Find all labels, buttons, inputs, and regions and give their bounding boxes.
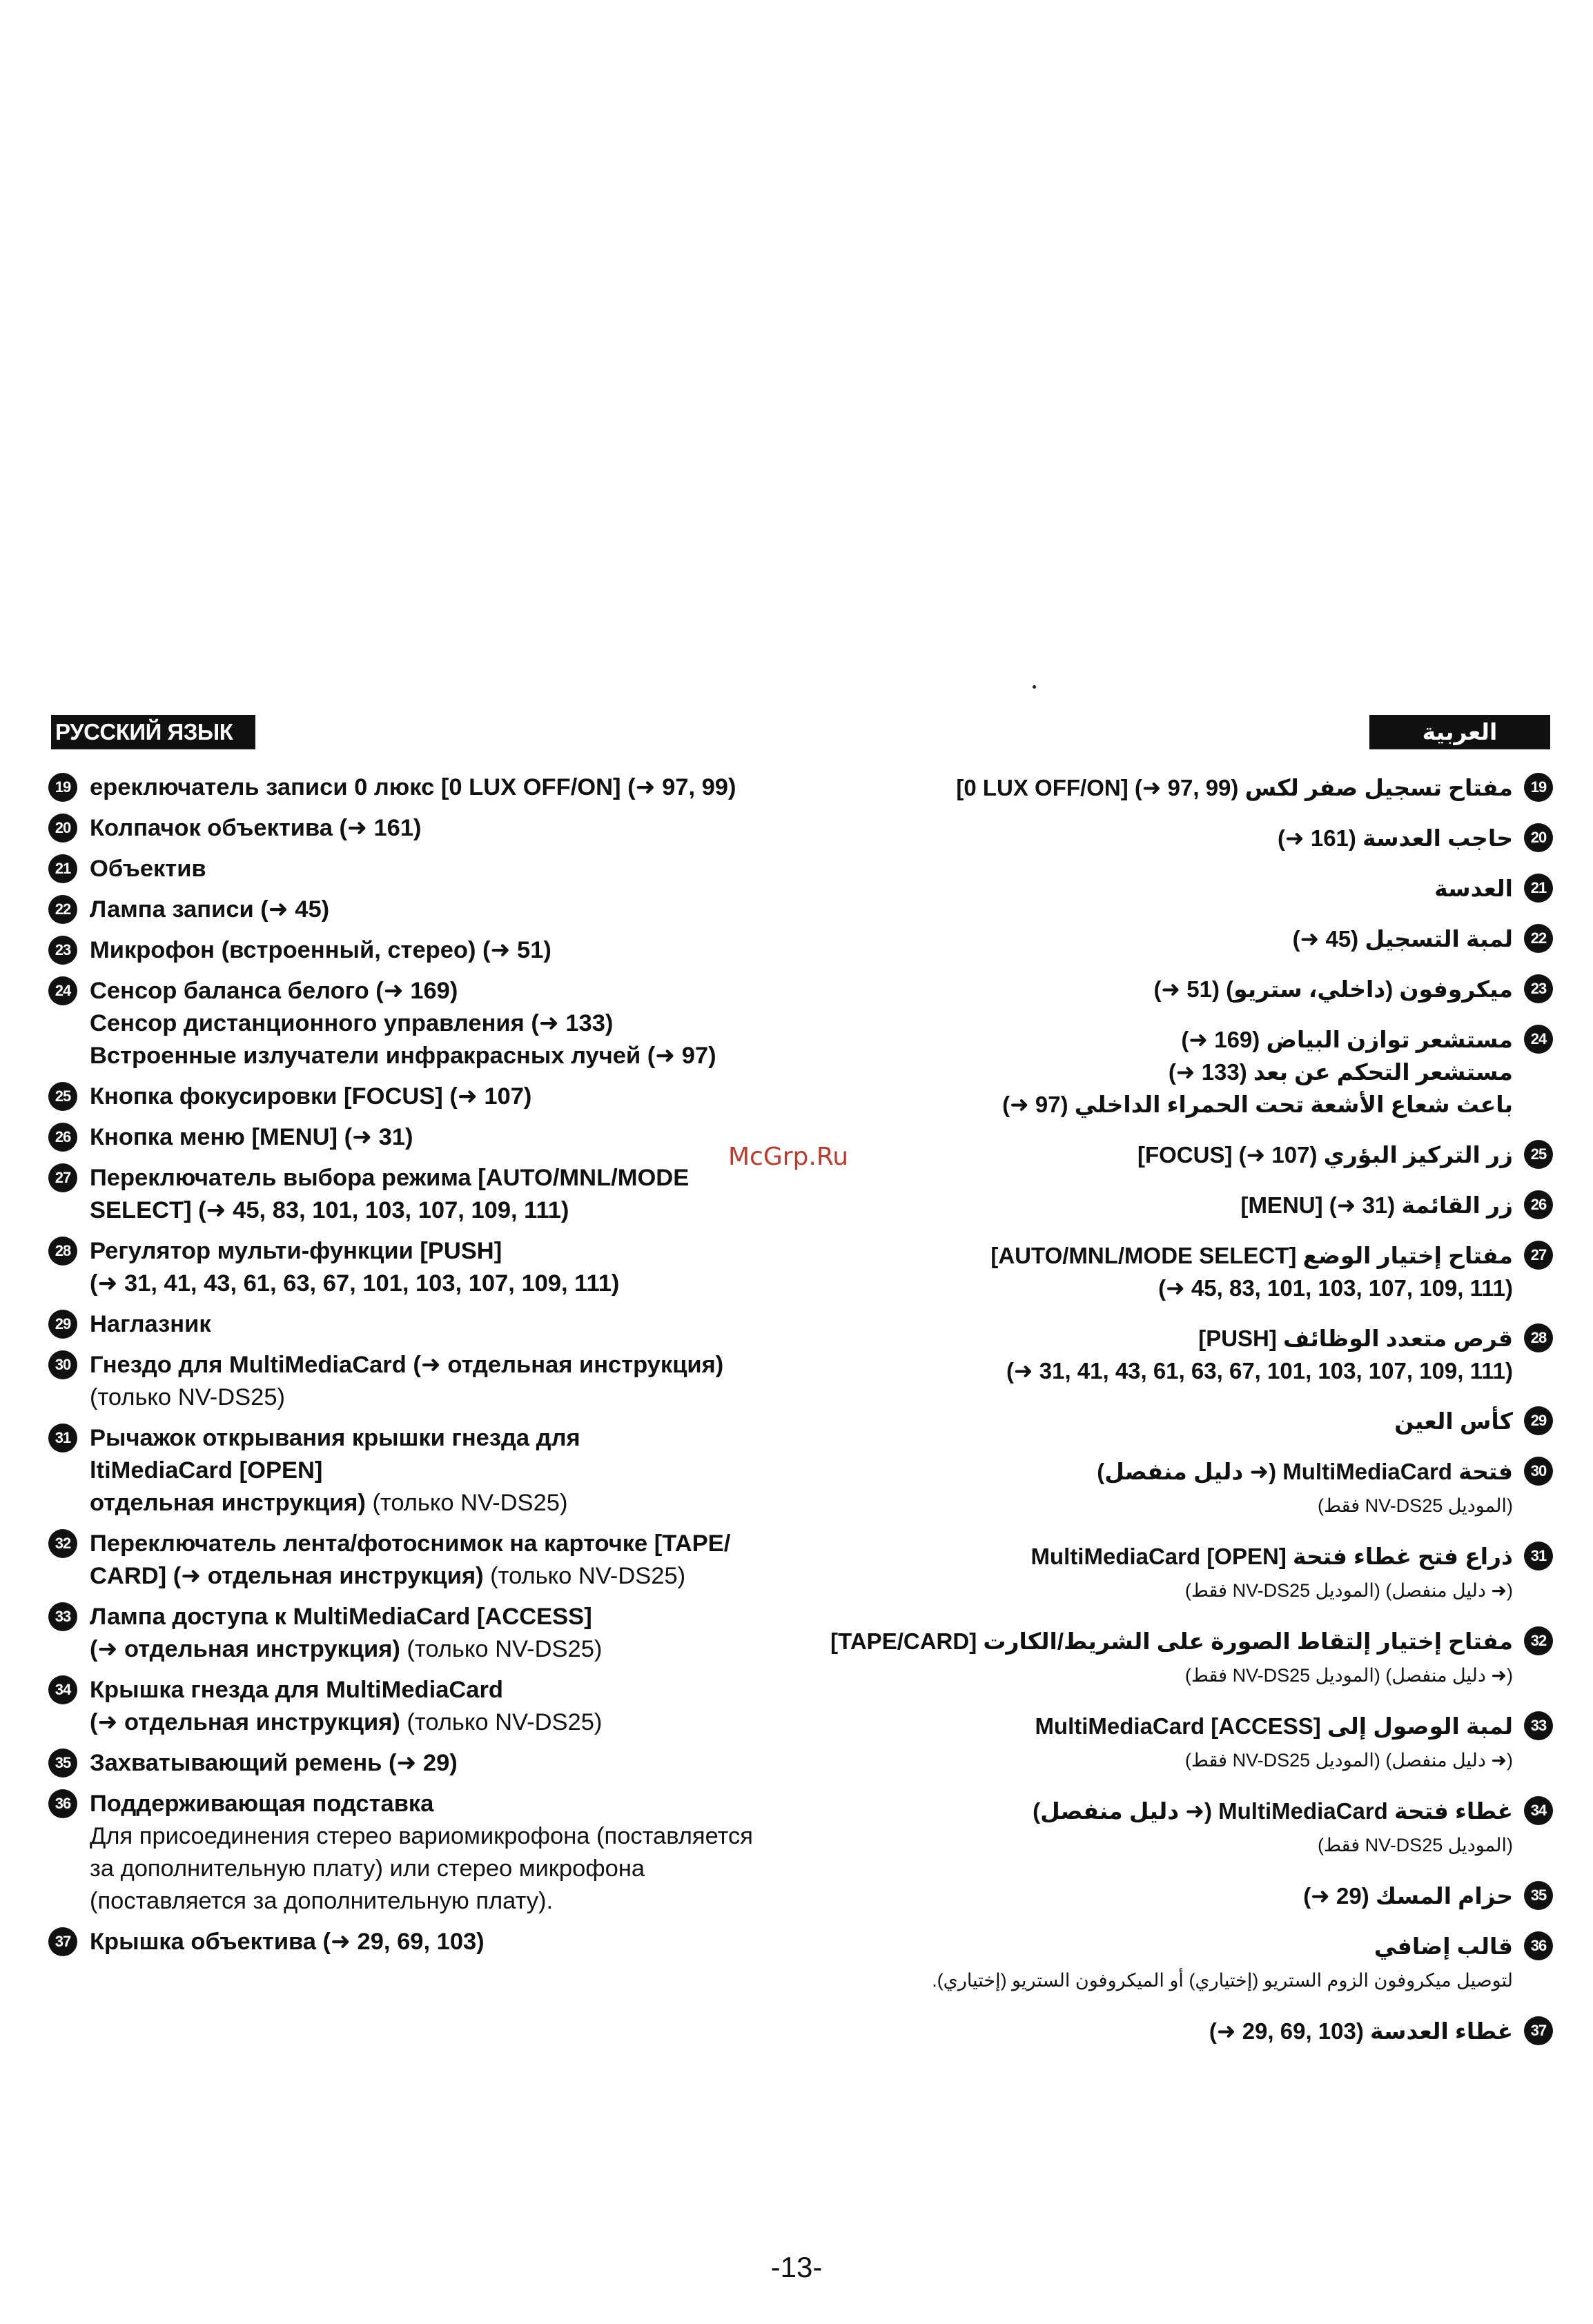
ru-item-line — [90, 1268, 863, 1300]
ar-item-text: غطاء فتحة — [1394, 1798, 1513, 1824]
ar-item-reference: MultiMediaCard — [1282, 1459, 1452, 1484]
scan-speck — [1033, 685, 1036, 689]
item-number-badge: 22 — [48, 895, 77, 924]
ru-list-item — [48, 853, 863, 885]
russian-parts-list — [48, 771, 863, 1967]
ar-item-line — [821, 1540, 1513, 1573]
ar-item-text: زر التركيز البؤري — [1323, 1142, 1513, 1168]
ar-item-line — [821, 1189, 1513, 1221]
ru-item-bold-text: Переключатель лента/фотоснимок на карточке [TAPE/ — [90, 1530, 731, 1557]
ru-item-bold-text: Встроенные излучатели инфракрасных лучей (➜ 97) — [90, 1043, 716, 1069]
item-number-badge: 27 — [1524, 1241, 1553, 1270]
ru-list-item — [48, 894, 863, 926]
ru-item-line — [90, 1381, 863, 1414]
item-number-badge: 32 — [48, 1529, 77, 1558]
ru-item-line — [90, 975, 863, 1007]
ar-list-item — [821, 1322, 1553, 1387]
ru-item-bold-text: ltiMediaCard [OPEN] — [90, 1457, 323, 1484]
ar-item-line — [821, 1355, 1513, 1387]
ar-item-line — [821, 1023, 1513, 1056]
ru-item-regular-text: (только NV-DS25) — [400, 1709, 603, 1735]
ru-item-bold-text: Регулятор мульти-функции [PUSH] — [90, 1238, 502, 1264]
item-number-badge: 33 — [1524, 1711, 1553, 1740]
ru-item-line — [90, 1487, 863, 1519]
ru-item-bold-text: Лампа доступа к MultiMediaCard [ACCESS] — [90, 1604, 592, 1630]
ru-item-line — [90, 1422, 863, 1455]
ar-item-reference: (➜ 169) — [1181, 1027, 1260, 1052]
ar-item-line — [821, 1488, 1513, 1522]
ar-item-reference: (➜ 161) — [1278, 825, 1356, 851]
ru-list-item — [48, 1788, 863, 1918]
ru-item-bold-text: Наглазник — [90, 1311, 211, 1337]
ar-item-text: قرص متعدد الوظائف — [1283, 1326, 1513, 1351]
ar-item-reference: [MENU] (➜ 31) — [1240, 1192, 1396, 1218]
ar-item-text: ذراع فتح غطاء فتحة — [1293, 1544, 1513, 1569]
ar-item-line — [821, 1880, 1513, 1912]
watermark: McGrp.Ru — [728, 1143, 849, 1171]
ru-item-regular-text: Для присоединения стерео вариомикрофона (поставляется — [90, 1823, 753, 1849]
ru-item-bold-text: Сенсор дистанционного управления (➜ 133) — [90, 1010, 614, 1036]
ar-item-reference: MultiMediaCard [ACCESS] — [1035, 1713, 1321, 1739]
ar-item-text: زر القائمة — [1401, 1192, 1513, 1218]
ar-list-item — [821, 1239, 1553, 1304]
ru-list-item — [48, 1422, 863, 1519]
ru-item-line — [90, 812, 863, 845]
ru-item-bold-text: (➜ отдельная инструкция) — [90, 1709, 400, 1735]
ru-item-line — [90, 1040, 863, 1072]
ru-item-bold-text: Кнопка фокусировки [FOCUS] (➜ 107) — [90, 1083, 532, 1110]
russian-section-header: РУССКИЙ ЯЗЫК — [51, 715, 255, 749]
ar-item-text: العدسة — [1434, 876, 1513, 901]
ru-item-line — [90, 1601, 863, 1633]
item-number-badge: 31 — [48, 1424, 77, 1452]
ar-item-text: قالب إضافي — [1374, 1933, 1513, 1959]
ar-item-text: مفتاح إختيار إلتقاط الصورة على الشريط/الكارت — [983, 1628, 1513, 1654]
ar-list-item — [821, 771, 1553, 804]
ar-item-subtext: (الموديل NV-DS25 فقط) — [1317, 1835, 1513, 1855]
item-number-badge: 25 — [48, 1082, 77, 1111]
ru-item-regular-text: (поставляется за дополнительную плату). — [90, 1888, 554, 1914]
ar-item-reference: (➜ 45, 83, 101, 103, 107, 109, 111) — [1158, 1275, 1513, 1301]
ru-item-regular-text: (только NV-DS25) — [483, 1563, 686, 1589]
ar-item-subtext: (➜ دليل منفصل) (الموديل NV-DS25 فقط) — [1184, 1580, 1513, 1601]
ru-item-bold-text: Переключатель выбора режима [AUTO/MNL/MODE — [90, 1165, 690, 1191]
ar-list-item — [821, 923, 1553, 955]
ar-item-subtext: (➜ دليل منفصل) (الموديل NV-DS25 فقط) — [1184, 1665, 1513, 1686]
ar-list-item — [821, 1540, 1553, 1607]
ru-item-line — [90, 1235, 863, 1268]
ar-item-reference: (➜ 133) — [1168, 1059, 1247, 1085]
ar-item-line — [821, 872, 1513, 905]
ar-list-item — [821, 1625, 1553, 1692]
ru-item-regular-text: (только NV-DS25) — [400, 1636, 603, 1662]
ru-item-line — [90, 1560, 863, 1593]
ru-item-regular-text: за дополнительную плату) или стерео микрофона — [90, 1855, 645, 1882]
ar-item-text: مفتاح إختيار الوضع — [1302, 1243, 1513, 1268]
ru-item-line — [90, 1820, 863, 1853]
ru-item-line — [90, 894, 863, 926]
ru-item-bold-text: Колпачок объектива (➜ 161) — [90, 815, 422, 841]
item-number-badge: 20 — [1524, 823, 1553, 852]
ar-item-text: مستشعر التحكم عن بعد — [1253, 1059, 1513, 1085]
ar-item-text: (➜ دليل منفصل) — [1033, 1798, 1212, 1824]
ru-item-bold-text: (➜ отдельная инструкция) — [90, 1636, 400, 1662]
item-number-badge: 34 — [1524, 1796, 1553, 1825]
item-number-badge: 24 — [1524, 1025, 1553, 1054]
item-number-badge: 30 — [48, 1350, 77, 1379]
ru-item-regular-text: (только NV-DS25) — [90, 1384, 285, 1410]
ar-item-reference: MultiMediaCard [OPEN] — [1030, 1544, 1287, 1569]
ru-item-regular-text: (только NV-DS25) — [365, 1490, 568, 1516]
ar-item-line — [821, 822, 1513, 854]
ru-item-line — [90, 1349, 863, 1381]
ar-item-line — [821, 1573, 1513, 1607]
ar-item-line — [821, 1139, 1513, 1171]
item-number-badge: 35 — [1524, 1881, 1553, 1910]
arabic-parts-list — [821, 771, 1553, 2065]
ar-item-text: كأس العين — [1394, 1408, 1513, 1434]
ru-item-line — [90, 1633, 863, 1666]
ru-list-item — [48, 1926, 863, 1958]
item-number-badge: 35 — [48, 1749, 77, 1778]
ar-item-line — [821, 1827, 1513, 1862]
ar-list-item — [821, 1405, 1553, 1437]
ar-item-text: غطاء العدسة — [1370, 2018, 1513, 2044]
ar-item-text: مستشعر توازن البياض — [1266, 1027, 1513, 1052]
ru-item-bold-text: ереключатель записи 0 люкс [0 LUX OFF/ON] (➜ 97, 99) — [90, 774, 736, 800]
ru-item-line — [90, 1007, 863, 1040]
item-number-badge: 28 — [1524, 1323, 1553, 1352]
ar-item-text: ميكروفون (داخلي، ستريو) — [1226, 976, 1513, 1002]
ar-item-line — [821, 1322, 1513, 1355]
item-number-badge: 33 — [48, 1602, 77, 1631]
ar-item-line — [821, 1657, 1513, 1692]
ar-item-line — [821, 1930, 1513, 1962]
ar-item-reference: (➜ 31, 41, 43, 61, 63, 67, 101, 103, 107, 109, 111) — [1006, 1358, 1513, 1383]
ru-item-bold-text: отдельная инструкция) — [90, 1490, 366, 1516]
ru-list-item — [48, 1308, 863, 1341]
ru-item-line — [90, 853, 863, 885]
item-number-badge: 29 — [48, 1310, 77, 1339]
item-number-badge: 19 — [48, 773, 77, 802]
item-number-badge: 26 — [48, 1123, 77, 1152]
ru-item-line — [90, 1528, 863, 1560]
ar-item-line — [821, 923, 1513, 955]
item-number-badge: 30 — [1524, 1457, 1553, 1486]
ar-item-line — [821, 1405, 1513, 1437]
ru-item-bold-text: Кнопка меню [MENU] (➜ 31) — [90, 1124, 413, 1150]
ru-list-item — [48, 975, 863, 1072]
ru-item-line — [90, 1853, 863, 1885]
ru-item-bold-text: SELECT] (➜ 45, 83, 101, 103, 107, 109, 111) — [90, 1197, 569, 1223]
ar-item-reference: MultiMediaCard — [1218, 1798, 1388, 1824]
ru-item-line — [90, 1706, 863, 1739]
item-number-badge: 21 — [1524, 874, 1553, 903]
ru-item-bold-text: Гнездо для MultiMediaCard (➜ отдельная инструкция) — [90, 1352, 724, 1378]
item-number-badge: 37 — [1524, 2016, 1553, 2045]
ar-list-item — [821, 1710, 1553, 1777]
ar-list-item — [821, 1139, 1553, 1171]
ru-item-bold-text: Поддерживающая подставка — [90, 1791, 434, 1817]
ar-list-item — [821, 1189, 1553, 1221]
ar-item-subtext: لتوصيل ميكروفون الزوم الستريو (إختياري) أو الميكروفون الستريو (إختياري). — [932, 1970, 1513, 1991]
ru-list-item — [48, 1081, 863, 1113]
ar-item-subtext: (➜ دليل منفصل) (الموديل NV-DS25 فقط) — [1184, 1750, 1513, 1771]
ru-list-item — [48, 1349, 863, 1414]
ru-item-bold-text: Сенсор баланса белого (➜ 169) — [90, 978, 458, 1004]
ar-item-line — [821, 1088, 1513, 1121]
ar-item-line — [821, 771, 1513, 804]
ru-list-item — [48, 771, 863, 804]
ar-list-item — [821, 2015, 1553, 2047]
ru-item-line — [90, 934, 863, 967]
ar-item-line — [821, 1795, 1513, 1827]
ru-item-line — [90, 1194, 863, 1227]
ru-item-line — [90, 1885, 863, 1918]
item-number-badge: 32 — [1524, 1626, 1553, 1655]
ru-item-bold-text: Лампа записи (➜ 45) — [90, 896, 330, 923]
ru-item-bold-text: Крышка гнезда для MultiMediaCard — [90, 1677, 503, 1703]
ru-list-item — [48, 1747, 863, 1780]
ru-list-item — [48, 1528, 863, 1593]
item-number-badge: 29 — [1524, 1406, 1553, 1435]
item-number-badge: 36 — [48, 1789, 77, 1818]
item-number-badge: 20 — [48, 814, 77, 843]
ar-item-line — [821, 1239, 1513, 1272]
item-number-badge: 26 — [1524, 1190, 1553, 1219]
ar-item-line — [821, 1056, 1513, 1088]
ar-list-item — [821, 872, 1553, 905]
ar-item-reference: [PUSH] — [1198, 1326, 1277, 1351]
ru-item-line — [90, 1081, 863, 1113]
ar-item-text: لمبة الوصول إلى — [1327, 1713, 1513, 1739]
ru-item-line — [90, 1674, 863, 1706]
ru-item-line — [90, 1455, 863, 1487]
ar-list-item — [821, 973, 1553, 1005]
ar-item-line — [821, 2015, 1513, 2047]
ru-list-item — [48, 934, 863, 967]
ru-item-bold-text: (➜ 31, 41, 43, 61, 63, 67, 101, 103, 107, 109, 111) — [90, 1270, 620, 1297]
ar-item-line — [821, 1455, 1513, 1488]
ar-item-text: لمبة التسجيل — [1365, 926, 1513, 952]
item-number-badge: 21 — [48, 854, 77, 883]
item-number-badge: 23 — [1524, 974, 1553, 1003]
ru-list-item — [48, 1162, 863, 1227]
ru-item-bold-text: Крышка объектива (➜ 29, 69, 103) — [90, 1929, 485, 1955]
ar-item-reference: [AUTO/MNL/MODE SELECT] — [990, 1243, 1297, 1268]
ar-item-line — [821, 1710, 1513, 1742]
ar-item-text: فتحة — [1458, 1459, 1513, 1484]
page-number: -13- — [770, 2251, 823, 2283]
ru-item-line — [90, 1747, 863, 1780]
ar-item-line — [821, 1272, 1513, 1304]
ar-item-reference: (➜ 45) — [1292, 926, 1359, 952]
ar-item-text: مفتاح تسجيل صفر لكس — [1244, 775, 1513, 800]
ru-item-line — [90, 1308, 863, 1341]
ar-list-item — [821, 822, 1553, 854]
item-number-badge: 34 — [48, 1675, 77, 1704]
ar-item-text: (➜ دليل منفصل) — [1097, 1459, 1277, 1484]
ru-list-item — [48, 812, 863, 845]
ru-item-bold-text: Объектив — [90, 856, 206, 882]
ru-item-bold-text: Рычажок открывания крышки гнезда для — [90, 1425, 580, 1451]
item-number-badge: 28 — [48, 1237, 77, 1266]
ru-item-bold-text: Микрофон (встроенный, стерео) (➜ 51) — [90, 937, 551, 963]
ar-item-line — [821, 1962, 1513, 1997]
ar-item-text: حاجب العدسة — [1362, 825, 1513, 851]
ar-item-reference: [TAPE/CARD] — [830, 1628, 977, 1654]
ar-item-reference: (➜ 29, 69, 103) — [1209, 2018, 1364, 2044]
arabic-section-header: العربية — [1369, 715, 1550, 749]
ru-list-item — [48, 1601, 863, 1666]
item-number-badge: 31 — [1524, 1542, 1553, 1570]
ru-list-item — [48, 1674, 863, 1739]
ar-item-text: باعث شعاع الأشعة تحت الحمراء الداخلي — [1074, 1092, 1513, 1117]
ar-item-line — [821, 1742, 1513, 1777]
ar-list-item — [821, 1880, 1553, 1912]
ar-item-line — [821, 1625, 1513, 1657]
ar-list-item — [821, 1455, 1553, 1522]
ru-list-item — [48, 1235, 863, 1300]
ru-item-bold-text: CARD] (➜ отдельная инструкция) — [90, 1563, 484, 1589]
item-number-badge: 22 — [1524, 924, 1553, 953]
ar-list-item — [821, 1795, 1553, 1862]
item-number-badge: 23 — [48, 936, 77, 965]
ar-item-line — [821, 973, 1513, 1005]
ar-item-subtext: (الموديل NV-DS25 فقط) — [1317, 1495, 1513, 1516]
item-number-badge: 24 — [48, 976, 77, 1005]
ar-item-reference: (➜ 29) — [1303, 1883, 1369, 1909]
ru-item-bold-text: Захватывающий ремень (➜ 29) — [90, 1750, 458, 1776]
ar-item-reference: (➜ 51) — [1153, 976, 1220, 1002]
item-number-badge: 25 — [1524, 1140, 1553, 1169]
ar-item-text: حزام المسك — [1375, 1883, 1513, 1909]
ar-item-reference: [0 LUX OFF/ON] (➜ 97, 99) — [956, 775, 1239, 800]
item-number-badge: 19 — [1524, 773, 1553, 802]
ar-item-reference: (➜ 97) — [1002, 1092, 1068, 1117]
ar-list-item — [821, 1023, 1553, 1121]
ar-list-item — [821, 1930, 1553, 1997]
ru-item-line — [90, 1926, 863, 1958]
ar-item-reference: [FOCUS] (➜ 107) — [1137, 1142, 1318, 1168]
ru-item-line — [90, 771, 863, 804]
item-number-badge: 27 — [48, 1163, 77, 1192]
item-number-badge: 36 — [1524, 1931, 1553, 1960]
ru-item-line — [90, 1788, 863, 1820]
item-number-badge: 37 — [48, 1927, 77, 1956]
